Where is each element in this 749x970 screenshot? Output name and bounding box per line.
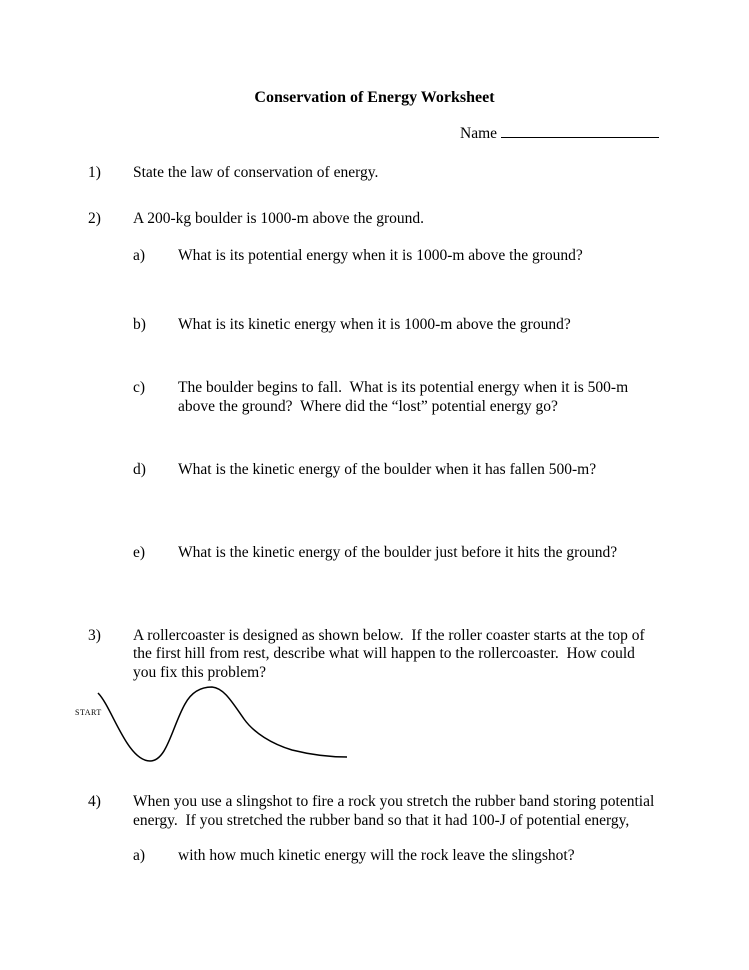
- question-2-part-d: [133, 461, 749, 480]
- name-field: [460, 123, 749, 144]
- name-label: Name: [460, 125, 498, 143]
- question-4: [88, 793, 749, 830]
- part-letter: c): [133, 379, 146, 397]
- question-4-part-a: [133, 847, 749, 866]
- question-2-part-a: [133, 247, 749, 266]
- question-text: A 200-kg boulder is 1000-m above the ground.: [133, 210, 425, 228]
- part-text: What is the kinetic energy of the boulder when it has fallen 500-m?: [178, 461, 597, 479]
- question-text: When you use a slingshot to fire a rock you stretch the rubber band storing potential energy. If you stretched the rubber band so that it had 100-J of potential energy,: [133, 793, 659, 829]
- question-number: 2): [88, 210, 101, 228]
- name-blank-line: [501, 123, 659, 138]
- part-letter: d): [133, 461, 146, 479]
- part-text: What is its potential energy when it is 1000-m above the ground?: [178, 246, 583, 264]
- start-label: START: [75, 708, 102, 718]
- question-2: [88, 210, 749, 229]
- question-number: 1): [88, 163, 101, 181]
- question-1: [88, 164, 749, 183]
- page-title: Conservation of Energy Worksheet: [254, 89, 495, 106]
- rollercoaster-curve: [98, 687, 347, 761]
- part-letter: a): [133, 246, 146, 264]
- part-letter: b): [133, 315, 146, 333]
- question-number: 3): [88, 626, 101, 644]
- rollercoaster-diagram: [72, 682, 362, 777]
- question-2-part-e: [133, 544, 749, 563]
- part-letter: a): [133, 846, 146, 864]
- part-text: with how much kinetic energy will the rock leave the slingshot?: [178, 846, 575, 864]
- part-text: What is its kinetic energy when it is 1000-m above the ground?: [178, 315, 571, 333]
- part-text: The boulder begins to fall. What is its potential energy when it is 500-m above the ground? Where did the “lost” potential energy go?: [178, 379, 633, 415]
- question-number: 4): [88, 793, 101, 811]
- question-text: A rollercoaster is designed as shown below. If the roller coaster starts at the top of the first hill from rest, describe what will happen to the rollercoaster. How could you fix this problem?: [133, 626, 649, 681]
- question-3: [88, 627, 749, 683]
- part-text: What is the kinetic energy of the boulder just before it hits the ground?: [178, 543, 618, 561]
- part-letter: e): [133, 543, 146, 561]
- question-2-part-c: [133, 379, 749, 416]
- question-2-part-b: [133, 316, 749, 335]
- question-text: State the law of conservation of energy.: [133, 163, 379, 181]
